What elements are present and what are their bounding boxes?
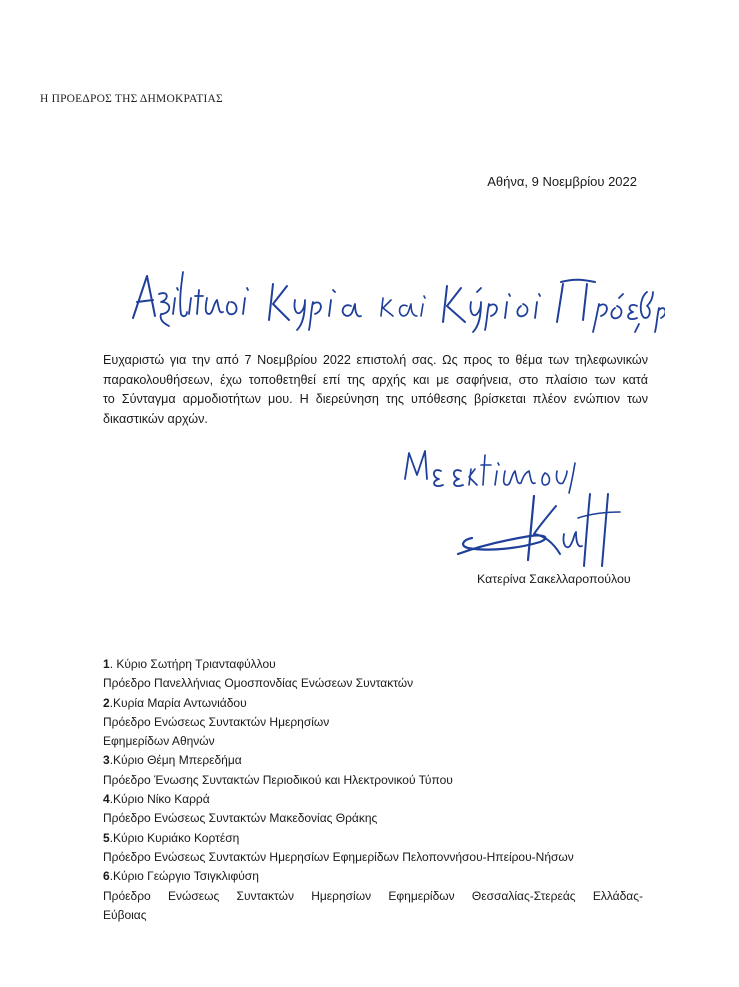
handwritten-closing-drawing [395,435,595,495]
letter-date: Αθήνα, 9 Νοεμβρίου 2022 [487,174,637,189]
recipient-name [103,694,643,713]
recipient-name-text: . Κύριο Σωτήρη Τριανταφύλλου [109,657,276,671]
letter-body [103,351,648,429]
signature-drawing [450,488,630,568]
handwritten-salutation [125,258,665,338]
letterhead: Η ΠΡΟΕΔΡΟΣ ΤΗΣ ΔΗΜΟΚΡΑΤΙΑΣ [40,93,223,105]
recipient-title: Πρόεδρο Ενώσεως Συντακτών Ημερησίων Εφημερίδων Θεσσαλίας-Στερεάς Ελλάδας- [103,888,643,903]
recipient-number: 4 [103,792,110,807]
body-line: παρακολουθήσεων, έχω τοποθετηθεί επί της αρχής και με σαφήνεια, στο πλαίσιο των κατά [103,372,648,387]
recipient-number: 3 [103,753,110,768]
recipient-name-text: .Κυρία Μαρία Αντωνιάδου [109,695,247,710]
recipient-name [103,655,643,674]
recipient-title: Πρόεδρο Πανελλήνιας Ομοσπονδίας Ενώσεων Συντακτών [103,676,414,691]
recipient-title: Πρόεδρο Ενώσεως Συντακτών Μακεδονίας Θράκης [103,811,378,826]
recipient-name-text: .Κύριο Νίκο Καρρά [109,792,210,807]
recipient-name-text: .Κύριο Γεώργιο Τσιγκλιφύση [109,869,259,884]
recipient-number: 6 [103,869,110,884]
recipient-name [103,790,643,809]
recipients-list [103,655,643,925]
recipient-name [103,867,643,886]
handwritten-salutation-drawing [125,258,665,338]
recipient-title: Πρόεδρο Ενώσεως Συντακτών Ημερησίων [103,714,330,729]
signer-name: Κατερίνα Σακελλαροπούλου [477,572,631,586]
recipient-name [103,829,643,848]
recipient-number: 1 [103,657,110,671]
recipient-name [103,751,643,770]
body-line: δικαστικών αρχών. [103,411,208,426]
recipient-name-text: .Κύριο Θέμη Μπερεδήμα [109,753,242,768]
handwritten-closing [395,435,595,495]
recipient-title: Πρόεδρο Ενώσεως Συντακτών Ημερησίων Εφημερίδων Πελοποννήσου-Ηπείρου-Νήσων [103,849,574,864]
recipient-number: 5 [103,830,110,845]
recipient-title: Εφημερίδων Αθηνών [103,734,215,749]
signature [450,488,630,568]
recipient-name-text: .Κύριο Κυριάκο Κορτέση [109,830,240,845]
body-line: Ευχαριστώ για την από 7 Νοεμβρίου 2022 επιστολή σας. Ως προς το θέμα των τηλεφωνικών [103,353,648,367]
recipient-title: Εύβοιας [103,907,147,922]
recipient-title: Πρόεδρο Ένωσης Συντακτών Περιοδικού και Ηλεκτρονικού Τύπου [103,772,453,787]
body-line: το Σύνταγμα αρμοδιοτήτων μου. Η διερεύνηση της υπόθεσης βρίσκεται πλέον ενώπιον των [103,392,648,406]
recipient-number: 2 [103,695,110,710]
